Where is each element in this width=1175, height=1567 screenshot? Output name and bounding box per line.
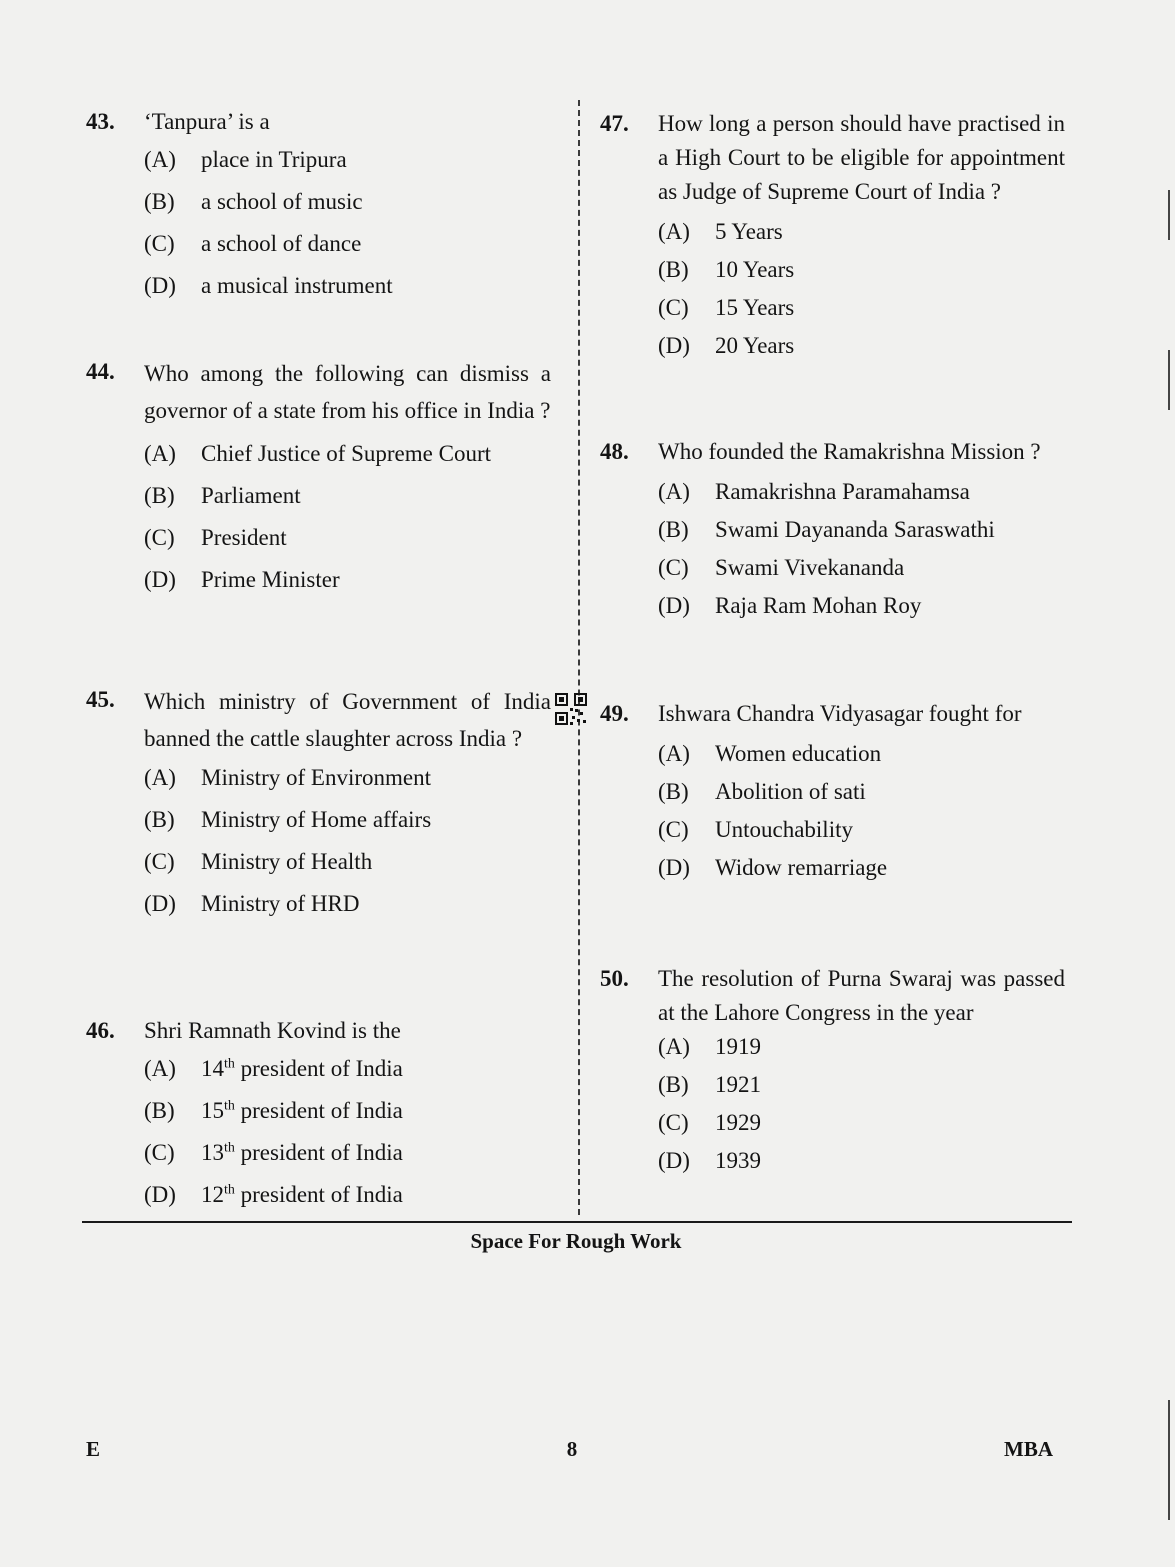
option-a: (A) 1919 [658, 1034, 761, 1059]
question-text: Which ministry of Government of India banned the cattle slaughter across India ? [144, 689, 551, 751]
option-a: (A) Women education [658, 741, 882, 766]
scan-edge-mark [1168, 350, 1170, 410]
option-d: (D) a musical instrument [144, 273, 393, 298]
question-number: 44. [86, 359, 115, 384]
question-50 [600, 962, 1065, 1174]
option-d: (D) 20 Years [658, 333, 795, 358]
option-c: (C) 1929 [658, 1110, 761, 1135]
option-a: (A) Chief Justice of Supreme Court [144, 441, 492, 466]
question-text: Who among the following can dismiss a governor of a state from his office in India ? [144, 361, 551, 423]
question-number: 49. [600, 701, 629, 726]
question-text: How long a person should have practised in a High Court to be eligible for appointment as Judge of Supreme Court of India ? [658, 111, 1065, 204]
option-d: (D) 12th president of India [144, 1182, 403, 1207]
question-number: 46. [86, 1018, 115, 1043]
option-d: (D) Ministry of HRD [144, 891, 360, 916]
option-d: (D) Widow remarriage [658, 855, 888, 880]
option-b: (B) 1921 [658, 1072, 761, 1097]
question-text: The resolution of Purna Swaraj was passed at the Lahore Congress in the year [658, 966, 1065, 1025]
option-d: (D) Raja Ram Mohan Roy [658, 593, 922, 618]
option-d: (D) 1939 [658, 1148, 761, 1173]
rough-work-rule [82, 1221, 1072, 1223]
question-47 [600, 107, 1065, 359]
question-45 [86, 683, 551, 917]
question-number: 50. [600, 966, 629, 991]
option-c: (C) Swami Vivekananda [658, 555, 905, 580]
footer-exam-name: MBA [1004, 1437, 1053, 1461]
question-number: 47. [600, 111, 629, 136]
question-48 [600, 435, 1065, 619]
option-a: (A) place in Tripura [144, 147, 347, 172]
option-c: (C) Ministry of Health [144, 849, 373, 874]
question-44 [86, 355, 551, 593]
column-divider [578, 100, 580, 1215]
question-text: Shri Ramnath Kovind is the [144, 1018, 401, 1043]
option-b: (B) Abolition of sati [658, 779, 866, 804]
option-a: (A) 14th president of India [144, 1056, 403, 1081]
footer-series-code: E [86, 1437, 101, 1461]
option-c: (C) a school of dance [144, 231, 362, 256]
question-text: ‘Tanpura’ is a [144, 109, 270, 134]
option-d: (D) Prime Minister [144, 567, 340, 592]
option-b: (B) Ministry of Home affairs [144, 807, 432, 832]
page-number: 8 [566, 1437, 578, 1461]
question-number: 43. [86, 109, 115, 134]
option-b: (B) 15th president of India [144, 1098, 403, 1123]
option-a: (A) Ramakrishna Paramahamsa [658, 479, 970, 504]
option-b: (B) Parliament [144, 483, 301, 508]
question-43 [86, 105, 551, 299]
option-b: (B) a school of music [144, 189, 363, 214]
question-text: Who founded the Ramakrishna Mission ? [658, 439, 1041, 464]
option-a: (A) Ministry of Environment [144, 765, 431, 790]
option-b: (B) 10 Years [658, 257, 795, 282]
question-number: 48. [600, 439, 629, 464]
option-c: (C) President [144, 525, 287, 550]
option-c: (C) 15 Years [658, 295, 795, 320]
qr-code-icon [555, 693, 595, 727]
question-49 [600, 697, 1065, 881]
question-number: 45. [86, 687, 115, 712]
question-46 [86, 1014, 551, 1208]
option-b: (B) Swami Dayananda Saraswathi [658, 517, 995, 542]
scan-edge-mark [1168, 1400, 1170, 1520]
rough-work-label: Space For Rough Work [470, 1229, 682, 1253]
option-c: (C) 13th president of India [144, 1140, 403, 1165]
scan-edge-mark [1168, 190, 1170, 240]
option-c: (C) Untouchability [658, 817, 853, 842]
option-a: (A) 5 Years [658, 219, 783, 244]
question-text: Ishwara Chandra Vidyasagar fought for [658, 701, 1022, 726]
